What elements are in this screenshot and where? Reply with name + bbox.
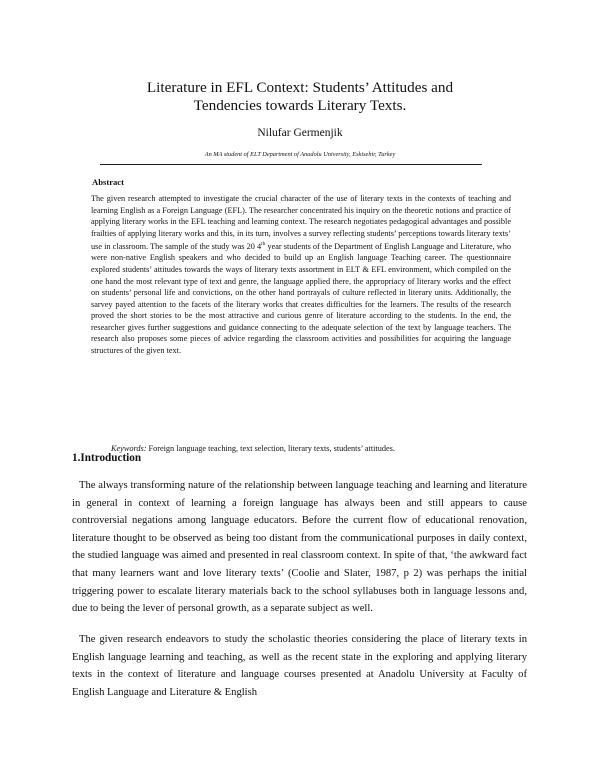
author-name: Nilufar Germenjik xyxy=(257,127,343,139)
header-divider xyxy=(100,164,482,165)
introduction-paragraph-1: The always transforming nature of the relationship between language teaching and learning and literature in general in context of learning a foreign language has always been and still appears to cause controversial negations among language educators. Before the current flow of educational renovation, literature thought to be observed as being too distant from the communicational purposes in daily context, the studied language was aimed and presented in real classroom context. In spite of that, ‘the awkward fact that many learners want and love literary texts’ (Coolie and Slater, 1987, p 2) was perhaps the initial triggering power to escalate literary materials back to the school syllabuses both in language lessons and, due to being the lever of personal growth, as a separate subject as well. xyxy=(72,480,527,615)
section-heading-introduction: 1.Introduction xyxy=(72,452,142,464)
paper-title-line-1: Literature in EFL Context: Students’ Attitudes and xyxy=(146,79,454,96)
keywords-text: Foreign language teaching, text selection, literary texts, students’ attitudes. xyxy=(148,444,395,453)
keywords-label: Keywords: xyxy=(111,444,147,453)
paper-title-line-2: Tendencies towards Literary Texts. xyxy=(193,97,407,114)
author-affiliation: An MA student of ELT Department of Anadolu University, Eskisehir, Turkey xyxy=(204,151,396,158)
abstract-text: The given research attempted to investigate the crucial character of the use of literary texts in the contexts of teaching and learning English as a Foreign Language (EFL). The researcher concentrated his inquiry on the theoretic notions and practice of applying literary works in the EFL teaching and learning context. The research negotiates pedagogical advantages and possible frailties of applying literary works and this, in its turn, involves a survey reflecting students’ perceptions towards literary texts’ use in classroom. The sample of the study was 20 4th year students of the Department of English Language and Literature, who were non-native English speakers and who decided to build up an English language Teaching career. The questionnaire explored students’ attitudes towards the ways of literary texts assortment in ELT & EFL environment, which compiled on the one hand the most relevant type of text and genre, the language applied there, the appropriacy of literary works and the effect on students’ personal life and convictions, on the other hand portrayals of culture reflected in literary units. Additionally, the sarvey payed attention to the facets of the literary works that creates difficulties for the learners. The results of the research proved the short stories to be the most attractive and curious genre of literature according to the students. In the end, the researcher gives further suggestions and guidance connecting to the adequate selection of the text by language teachers. The research also proposes some pieces of advice regarding the classroom activities and possibilities for acquiring the language structures of the given text. xyxy=(91,194,511,355)
paper-title xyxy=(100,79,500,115)
keywords-line xyxy=(111,444,511,453)
abstract-heading: Abstract xyxy=(92,177,124,187)
introduction-paragraph-2: The given research endeavors to study the scholastic theories considering the place of literary texts in English language learning and teaching, as well as the recent state in the exploring and applying literary texts in the context of literature and language courses presented at Anadolu University at Faculty of English Language and Literature & English xyxy=(72,634,527,698)
